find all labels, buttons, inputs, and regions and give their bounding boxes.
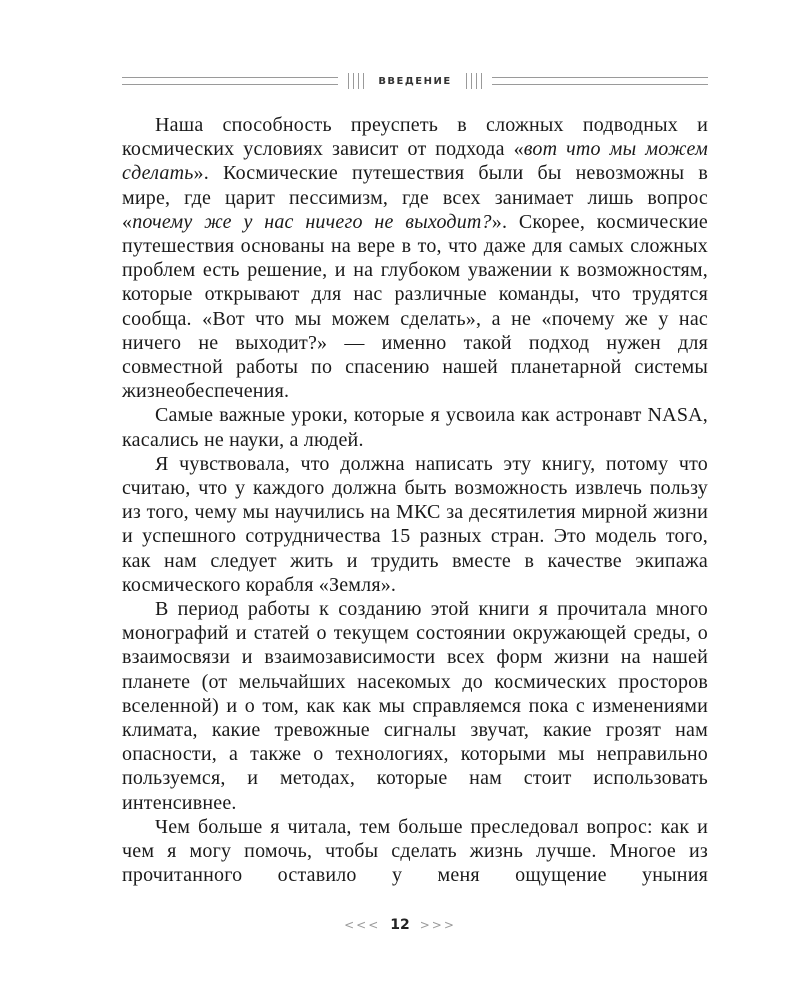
running-header <box>122 70 708 92</box>
header-ticks-left <box>348 73 364 89</box>
paragraph <box>122 815 708 888</box>
page-number: 12 <box>390 917 410 933</box>
tick-mark <box>481 73 482 89</box>
text-segment: ». Скорее, космические путешествия основаны на вере в то, что даже для самых сложных проблем есть решение, и на глубоком уважении к возможностям, которые открывают для нас различные команды, что трудятся сообща. «Вот что мы можем сделать», а не «почему же у нас ничего не выходит?» — именно такой подход нужен для совместной работы по спасению нашей планетарной системы жизнеобеспечения. <box>122 210 708 403</box>
text-segment-italic: вот что мы можем сделать <box>122 138 708 185</box>
chevron-left-icon: <<< <box>344 918 381 932</box>
tick-mark <box>466 73 467 89</box>
text-segment: Наша способность преуспеть в сложных подводных и космических условиях зависит от подхода « <box>122 114 708 161</box>
header-rule-right <box>492 77 708 85</box>
text-segment: Самые важные уроки, которые я усвоила как астронавт NASA, касались не науки, а людей. <box>122 404 708 451</box>
chevron-right-icon: >>> <box>419 918 456 932</box>
paragraph <box>122 597 708 815</box>
body-text <box>122 113 708 888</box>
paragraph <box>122 403 708 451</box>
text-segment: ». Космические путешествия были бы невозможны в мире, где царит пессимизм, где всех занимает лишь вопрос « <box>122 162 708 233</box>
text-segment: Чем больше я читала, тем больше преследовал вопрос: как и чем я могу помочь, чтобы сделать жизнь лучше. Многое из прочитанного оставило у меня ощущение уныния <box>122 815 708 887</box>
header-ticks-right <box>466 73 482 89</box>
text-segment-italic: почему же у нас ничего не выходит? <box>132 210 492 233</box>
text-segment: Я чувствовала, что должна написать эту книгу, потому что считаю, что у каждого должна быть возможность извлечь пользу из того, чему мы научились на МКС за десятилетия мирной жизни и успешного сотрудничества 15 разных стран. Это модель того, как нам следует жить и трудить вместе в качестве экипажа космического корабля «Земля». <box>122 452 708 596</box>
header-rule-left <box>122 77 338 85</box>
tick-mark <box>353 73 354 89</box>
chapter-title: ВВЕДЕНИЕ <box>378 75 452 87</box>
paragraph <box>122 113 708 403</box>
text-segment: В период работы к созданию этой книги я прочитала много монографий и статей о текущем состоянии окружающей среды, о взаимосвязи и взаимозависимости всех форм жизни на нашей планете (от мельчайших насекомых до космических просторов вселенной) и о том, как как мы справляемся пока с изменениями климата, какие тревожные сигналы звучат, какие грозят нам опасности, а также о технологиях, которыми мы неправильно пользуемся, и методах, которые нам стоит использовать интенсивнее. <box>122 598 708 814</box>
page-footer <box>0 917 800 933</box>
tick-mark <box>476 73 477 89</box>
tick-mark <box>358 73 359 89</box>
tick-mark <box>471 73 472 89</box>
paragraph <box>122 452 708 597</box>
tick-mark <box>348 73 349 89</box>
tick-mark <box>363 73 364 89</box>
